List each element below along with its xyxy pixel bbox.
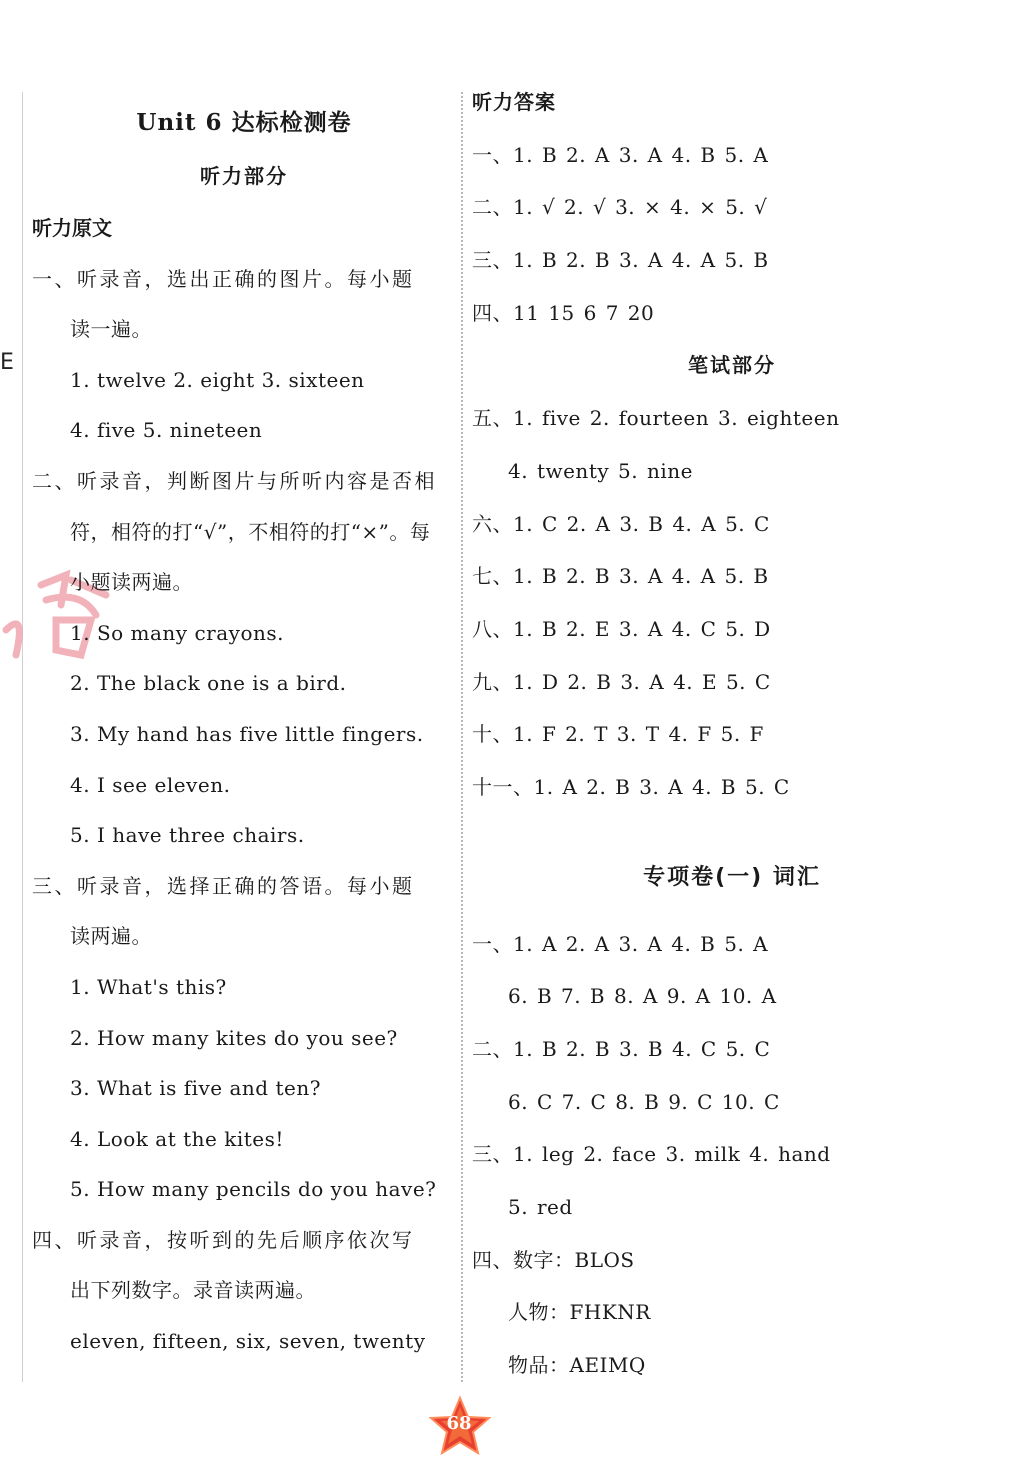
answer-written-line: 七、1. B 2. B 3. A 4. A 5. B <box>472 564 769 589</box>
left-lines-line: 5. I have three chairs. <box>70 823 305 848</box>
answer-listening-line: 四、11 15 6 7 20 <box>472 300 655 325</box>
answer-special-line: 二、1. B 2. B 3. B 4. C 5. C <box>472 1037 771 1061</box>
answer-listening-line: 二、1. √ 2. √ 3. × 4. × 5. √ <box>472 195 768 220</box>
left-lines-line: 1. twelve 2. eight 3. sixteen <box>70 367 365 392</box>
margin-letter: E <box>0 350 14 375</box>
answer-special-line: 6. B 7. B 8. A 9. A 10. A <box>508 984 777 1009</box>
left-lines-line: 4. I see eleven. <box>70 772 231 797</box>
left-lines-line: 2. How many kites do you see? <box>70 1025 398 1050</box>
answer-written-line: 十一、1. A 2. B 3. A 4. B 5. C <box>472 774 790 799</box>
answer-written-line: 十、1. F 2. T 3. T 4. F 5. F <box>472 722 764 747</box>
left-lines-line: 小题读两遍。 <box>70 570 193 595</box>
answer-written-line: 六、1. C 2. A 3. B 4. A 5. C <box>472 511 770 536</box>
left-lines-line: 二、听录音，判断图片与所听内容是否相 <box>32 468 437 493</box>
section-title-written: 笔试部分 <box>688 353 776 378</box>
left-lines-line: 1. What's this? <box>70 974 227 999</box>
left-column <box>32 104 456 1374</box>
left-lines-line: 符，相符的打“√”，不相符的打“×”。每 <box>70 519 431 544</box>
answer-written-line: 八、1. B 2. E 3. A 4. C 5. D <box>472 616 771 641</box>
page-edge-line <box>22 92 23 1382</box>
answer-written-line: 九、1. D 2. B 3. A 4. E 5. C <box>472 669 771 694</box>
left-lines-line: 3. My hand has five little fingers. <box>70 721 424 746</box>
right-column <box>472 86 992 1402</box>
special-answers <box>472 928 992 1402</box>
left-lines-line: 四、听录音，按听到的先后顺序依次写 <box>32 1227 415 1252</box>
answer-special-line: 一、1. A 2. A 3. A 4. B 5. A <box>472 931 769 956</box>
column-divider <box>461 92 463 1382</box>
left-lines-line: 读两遍。 <box>70 924 152 949</box>
answer-listening-line: 三、1. B 2. B 3. A 4. A 5. B <box>472 248 769 273</box>
answer-special-line: 三、1. leg 2. face 3. milk 4. hand <box>472 1142 831 1167</box>
left-lines-line: eleven, fifteen, six, seven, twenty <box>70 1329 426 1354</box>
listening-answers <box>472 139 992 350</box>
answer-listening-line: 一、1. B 2. A 3. A 4. B 5. A <box>472 142 769 167</box>
heading-listening-answers: 听力答案 <box>472 90 556 114</box>
left-lines-line: 3. What is five and ten? <box>70 1076 321 1101</box>
heading-listening-script: 听力原文 <box>32 216 112 240</box>
left-lines-line: 1. So many crayons. <box>70 620 284 645</box>
answer-special-line: 6. C 7. C 8. B 9. C 10. C <box>508 1089 780 1114</box>
left-lines-line: 三、听录音，选择正确的答语。每小题 <box>32 873 415 898</box>
left-lines-line: 4. Look at the kites! <box>70 1126 284 1151</box>
page-title: Unit 6 达标检测卷 <box>136 109 352 136</box>
section-title-special: 专项卷(一) 词汇 <box>643 864 821 890</box>
listening-script-lines <box>32 261 456 1374</box>
left-lines-line: 出下列数字。录音读两遍。 <box>70 1278 316 1303</box>
left-lines-line: 4. five 5. nineteen <box>70 418 263 443</box>
answer-special-line: 四、数字：BLOS <box>472 1247 635 1272</box>
answer-special-line: 物品：AEIMQ <box>508 1353 646 1378</box>
answer-special-line: 5. red <box>508 1195 573 1220</box>
answer-written-line: 4. twenty 5. nine <box>508 458 693 483</box>
answer-special-line: 人物：FHKNR <box>508 1300 651 1325</box>
left-lines-line: 读一遍。 <box>70 317 152 342</box>
section-title-listening: 听力部分 <box>200 164 288 188</box>
answer-written-line: 五、1. five 2. fourteen 3. eighteen <box>472 406 840 431</box>
left-lines-line: 5. How many pencils do you have? <box>70 1177 437 1202</box>
written-answers <box>472 402 992 824</box>
left-lines-line: 一、听录音，选出正确的图片。每小题 <box>32 266 415 291</box>
left-lines-line: 2. The black one is a bird. <box>70 671 347 696</box>
page-number: 68 <box>446 1413 472 1434</box>
